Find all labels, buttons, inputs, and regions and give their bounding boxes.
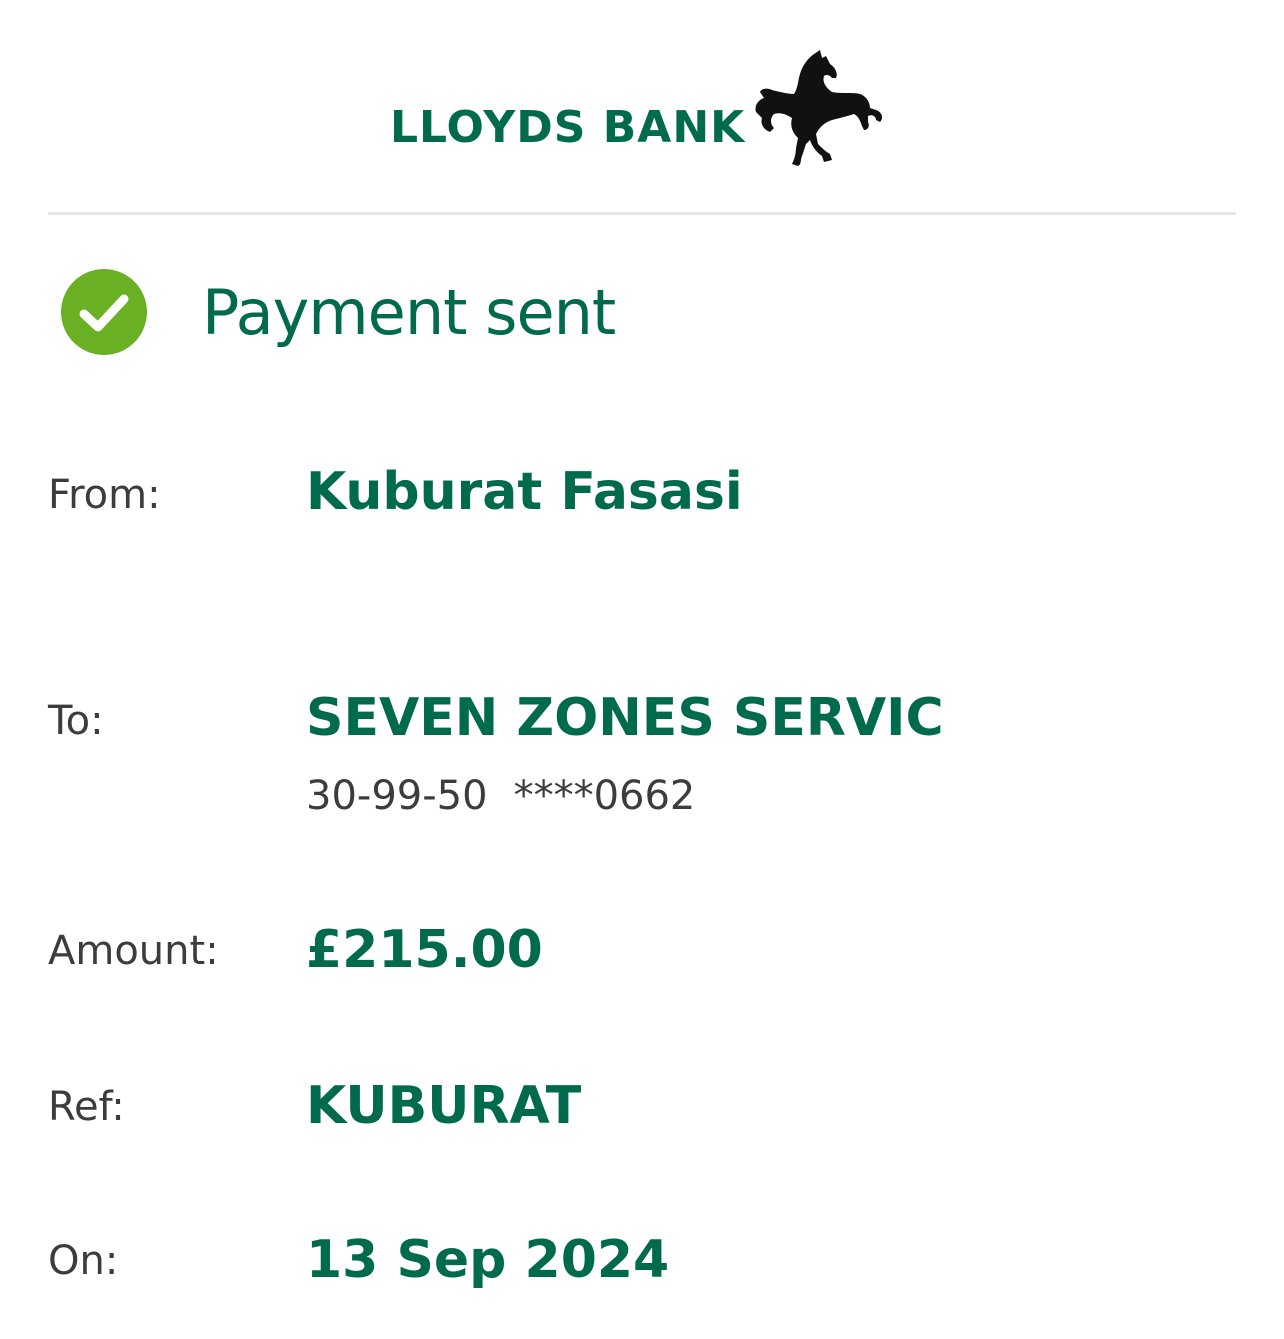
check-circle-icon [60, 268, 148, 356]
sort-code: 30-99-50 [306, 773, 488, 819]
black-horse-icon [752, 48, 886, 166]
amount-value: £215.00 [306, 920, 543, 980]
header-divider [48, 212, 1236, 215]
brand-name: LLOYDS BANK [390, 102, 746, 153]
account-number: ****0662 [513, 773, 696, 819]
ref-value: KUBURAT [306, 1076, 582, 1136]
lloyds-bank-logo [390, 48, 890, 168]
recipient-account-details [306, 770, 695, 822]
ref-label: Ref: [48, 1084, 125, 1130]
on-value: 13 Sep 2024 [306, 1230, 670, 1290]
to-value: SEVEN ZONES SERVIC [306, 688, 944, 748]
amount-label: Amount: [48, 928, 219, 974]
from-label: From: [48, 472, 161, 518]
on-label: On: [48, 1238, 119, 1284]
status-title: Payment sent [202, 276, 616, 349]
from-value: Kuburat Fasasi [306, 462, 743, 522]
to-label: To: [48, 698, 104, 744]
